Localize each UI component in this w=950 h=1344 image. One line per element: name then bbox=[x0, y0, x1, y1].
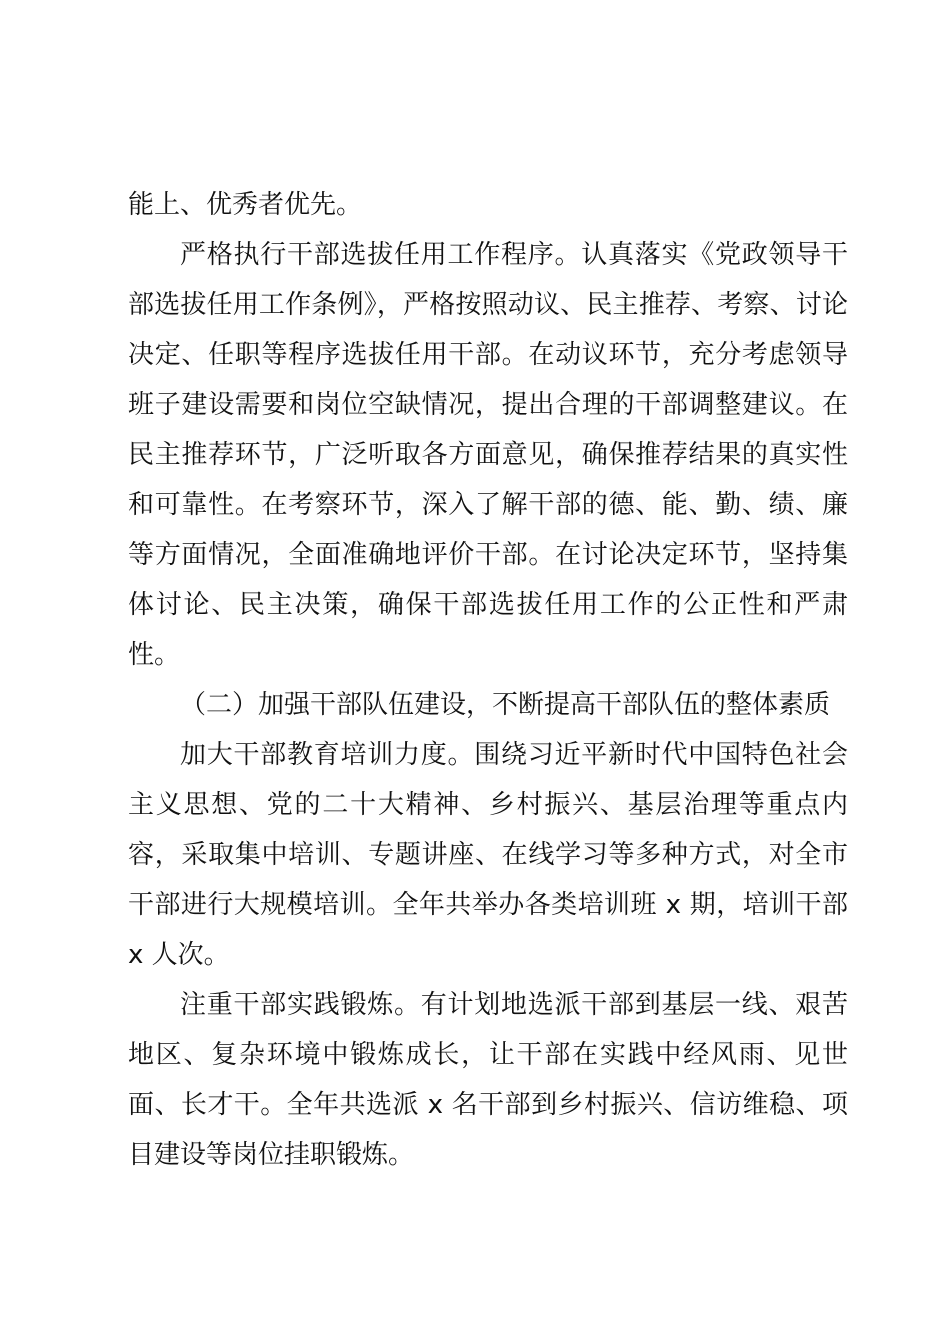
paragraph-training: 加大干部教育培训力度。围绕习近平新时代中国特色社会主义思想、党的二十大精神、乡村振兴、基层治理等重点内容，采取集中培训、专题讲座、在线学习等多种方式，对全市干部进行大规模培训。全年共举办各类培训班 x 期，培训干部 x 人次。 bbox=[128, 740, 848, 970]
paragraph-selection-procedure: 严格执行干部选拔任用工作程序。认真落实《党政领导干部选拔任用工作条例》，严格按照动议、民主推荐、考察、讨论决定、任职等程序选拔任用干部。在动议环节，充分考虑领导班子建设需要和岗位空缺情况，提出合理的干部调整建议。在民主推荐环节，广泛听取各方面意见，确保推荐结果的真实性和可靠性。在考察环节，深入了解干部的德、能、勤、绩、廉等方面情况，全面准确地评价干部。在讨论决定环节，坚持集体讨论、民主决策，确保干部选拔任用工作的公正性和严肃性。 bbox=[128, 240, 848, 670]
document-body bbox=[128, 180, 848, 1180]
paragraph-continuation: 能上、优秀者优先。 bbox=[128, 190, 363, 220]
paragraph-practice: 注重干部实践锻炼。有计划地选派干部到基层一线、艰苦地区、复杂环境中锻炼成长，让干部在实践中经风雨、见世面、长才干。全年共选派 x 名干部到乡村振兴、信访维稳、项目建设等岗位挂职锻炼。 bbox=[128, 990, 848, 1170]
section-heading-team-building: （二）加强干部队伍建设，不断提高干部队伍的整体素质 bbox=[180, 690, 831, 720]
